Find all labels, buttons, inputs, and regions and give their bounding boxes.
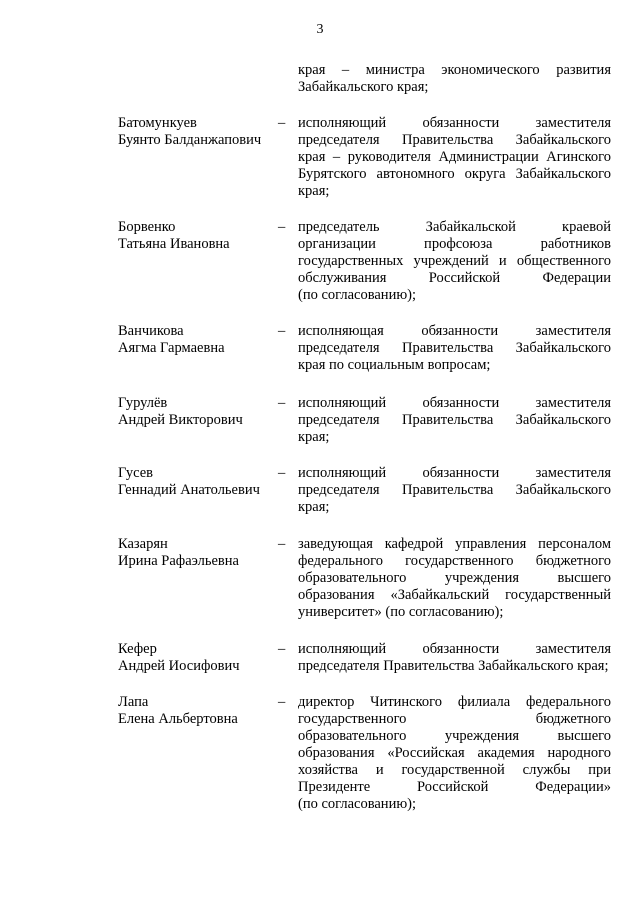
name-line: Гурулёв [118,395,168,411]
member-name [118,641,278,675]
desc-line: заведующая кафедрой управления персоналом [298,536,611,552]
dash: – [278,694,286,710]
desc-line: председателя Правительства Забайкальского [298,340,611,356]
desc-line: края; [298,499,330,515]
name-line: Аягма Гармаевна [118,340,225,356]
member-position [298,219,611,304]
name-line: Лапа [118,694,149,710]
name-line: Елена Альбертовна [118,711,238,727]
name-line: Геннадий Анатольевич [118,482,260,498]
member-position [298,536,611,621]
member-position [298,115,611,200]
dash: – [278,536,286,552]
member-position [298,395,611,446]
desc-line: образовательного учреждения высшего [298,570,611,586]
name-line: Андрей Иосифович [118,658,240,674]
member-name [118,465,278,499]
desc-line: председателя Правительства Забайкальского [298,132,611,148]
desc-line: федерального государственного бюджетного [298,553,611,569]
page-number: 3 [316,22,324,37]
name-line: Борвенко [118,219,176,235]
desc-line: хозяйства и государственной службы при [298,762,611,778]
desc-line: образования «Российская академия народного [298,745,611,761]
name-line: Буянто Балданжапович [118,132,262,148]
desc-line: обслуживания Российской Федерации [298,270,611,286]
desc-line: образовательного учреждения высшего [298,728,611,744]
desc-line: директор Читинского филиала федерального [298,694,611,710]
desc-line: исполняющая обязанности заместителя [298,323,611,339]
desc-line: края; [298,183,330,199]
desc-line: края – руководителя Администрации Агинского [298,149,611,165]
member-position [298,641,611,675]
desc-line: исполняющий обязанности заместителя [298,395,611,411]
member-position [298,323,611,374]
member-name [118,115,278,149]
member-name [118,536,278,570]
member-name [118,219,278,253]
desc-line: исполняющий обязанности заместителя [298,641,611,657]
member-name [118,694,278,728]
member-position [298,694,611,813]
member-position [298,465,611,516]
desc-line: края; [298,429,330,445]
desc-line: Президенте Российской Федерации» [298,779,611,795]
dash: – [278,115,286,131]
desc-line: Забайкальского края; [298,79,429,95]
continuation-text [298,62,611,96]
desc-line: председателя Правительства Забайкальского края; [298,658,609,674]
desc-line: исполняющий обязанности заместителя [298,115,611,131]
dash: – [278,465,286,481]
desc-line: председателя Правительства Забайкальского [298,482,611,498]
name-line: Батомункуев [118,115,197,131]
member-name [118,323,278,357]
dash: – [278,219,286,235]
desc-line: председатель Забайкальской краевой [298,219,611,235]
name-line: Гусев [118,465,153,481]
dash: – [278,323,286,339]
member-name [118,395,278,429]
desc-line: исполняющий обязанности заместителя [298,465,611,481]
dash: – [278,395,286,411]
desc-line: образования «Забайкальский государственный [298,587,611,603]
desc-line: государственных учреждений и общественного [298,253,611,269]
desc-line: (по согласованию); [298,287,417,303]
name-line: Казарян [118,536,168,552]
name-line: Андрей Викторович [118,412,243,428]
name-line: Ванчикова [118,323,184,339]
name-line: Ирина Рафаэльевна [118,553,239,569]
desc-line: (по согласованию); [298,796,417,812]
desc-line: края – министра экономического развития [298,62,611,78]
name-line: Кефер [118,641,157,657]
name-line: Татьяна Ивановна [118,236,230,252]
desc-line: председателя Правительства Забайкальского [298,412,611,428]
desc-line: государственного бюджетного [298,711,611,727]
desc-line: университет» (по согласованию); [298,604,504,620]
desc-line: Бурятского автономного округа Забайкальского [298,166,611,182]
desc-line: края по социальным вопросам; [298,357,491,373]
desc-line: организации профсоюза работников [298,236,611,252]
dash: – [278,641,286,657]
